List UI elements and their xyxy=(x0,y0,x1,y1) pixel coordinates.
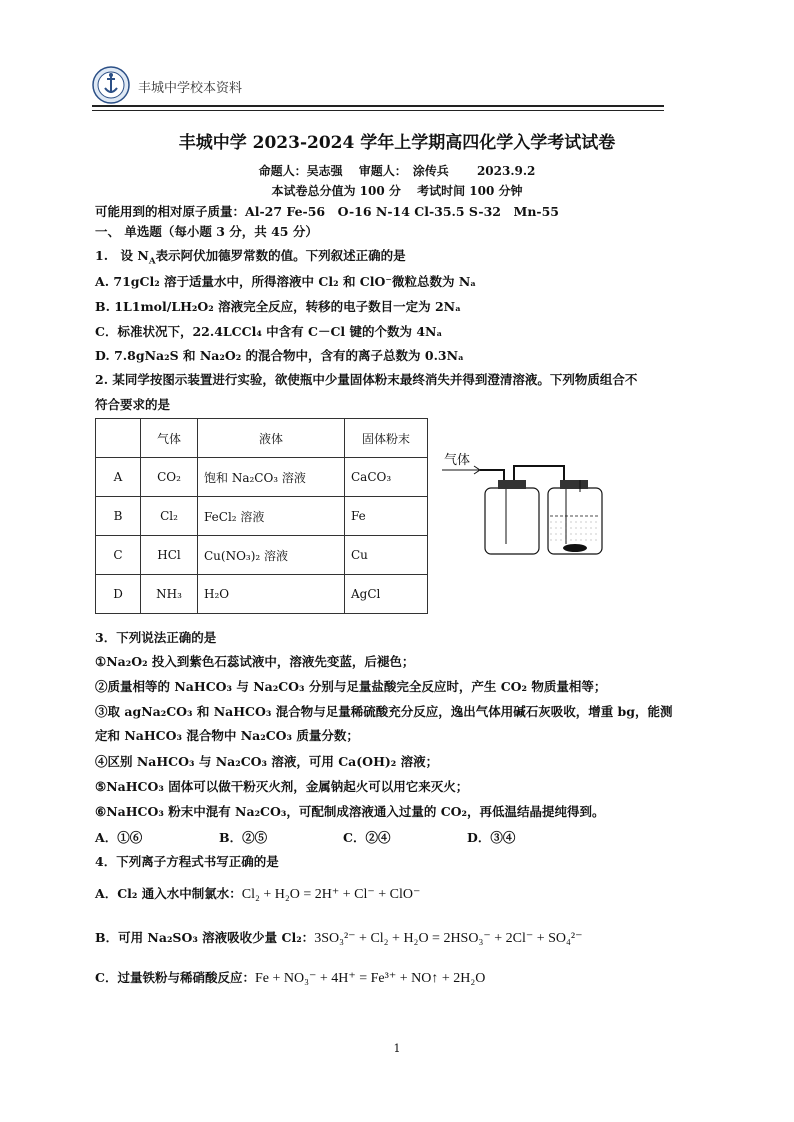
table-row xyxy=(96,575,428,614)
exam-info: 本试卷总分值为 100 分 考试时间 100 分钟 xyxy=(271,184,523,198)
page-number: 1 xyxy=(393,1042,401,1055)
table-header-cell xyxy=(96,419,141,458)
table-cell: AgCl xyxy=(345,575,428,614)
table-cell: 饱和 Na₂CO₃ 溶液 xyxy=(198,458,345,497)
table-cell: HCl xyxy=(141,536,198,575)
table-cell: FeCl₂ 溶液 xyxy=(198,497,345,536)
q4-option-a xyxy=(95,884,420,903)
q4-option-a-equation: Cl₂ + H₂O = 2H⁺ + Cl⁻ + ClO⁻ xyxy=(241,887,421,902)
q4-option-b xyxy=(95,928,583,947)
table-cell: D xyxy=(96,575,141,614)
q3-statement-2: ②质量相等的 NaHCO₃ 与 Na₂CO₃ 分别与足量盐酸完全反应时，产生 CO₂ 物质量相等； xyxy=(95,679,607,694)
table-cell: CaCO₃ xyxy=(345,458,428,497)
q3-choice-c: C．②④ xyxy=(343,830,391,845)
school-label: 丰城中学校本资料 xyxy=(138,81,243,96)
q1-option-b: B. 1L1mol/LH₂O₂ 溶液完全反应，转移的电子数目一定为 2Nₐ xyxy=(95,299,461,314)
table-cell: NH₃ xyxy=(141,575,198,614)
q3-stem: 3．下列说法正确的是 xyxy=(95,630,217,645)
exam-title: 丰城中学 2023-2024 学年上学期高四化学入学考试试卷 xyxy=(178,133,616,153)
q1-stem: 1. 设 $N_A$表示阿伏加德罗常数的值。下列叙述正确的是 xyxy=(95,248,406,267)
table-cell: B xyxy=(96,497,141,536)
table-cell: Cu(NO₃)₂ 溶液 xyxy=(198,536,345,575)
q3-statement-3b: 定和 NaHCO₃ 混合物中 Na₂CO₃ 质量分数； xyxy=(95,728,359,743)
table-header-cell: 液体 xyxy=(198,419,345,458)
table-header-row xyxy=(96,419,428,458)
table-header-cell: 气体 xyxy=(141,419,198,458)
table-cell: Cu xyxy=(345,536,428,575)
table-cell: H₂O xyxy=(198,575,345,614)
q3-statement-1: ①Na₂O₂ 投入到紫色石蕊试液中，溶液先变蓝，后褪色； xyxy=(95,654,415,669)
q3-choices xyxy=(95,828,591,846)
table-row xyxy=(96,458,428,497)
q4-option-b-equation: 3SO₃²⁻ + Cl₂ + H₂O = 2HSO₃⁻ + 2Cl⁻ + SO₄²⁻ xyxy=(314,931,583,946)
q3-choice-d: D．③④ xyxy=(467,830,516,845)
table-cell: Cl₂ xyxy=(141,497,198,536)
q4-stem: 4．下列离子方程式书写正确的是 xyxy=(95,854,279,869)
q1-option-a: A. 71gCl₂ 溶于适量水中，所得溶液中 Cl₂ 和 ClO⁻微粒总数为 Nₐ xyxy=(95,274,477,289)
table-row xyxy=(96,497,428,536)
q4-option-b-label: B．可用 Na₂SO₃ 溶液吸收少量 Cl₂： xyxy=(95,930,315,945)
table-cell: Fe xyxy=(345,497,428,536)
exam-authors: 命题人：吴志强 审题人： 涂传兵 2023.9.2 xyxy=(258,164,536,178)
school-logo-icon xyxy=(92,66,130,104)
q4-option-a-label: A．Cl₂ 通入水中制氯水： xyxy=(95,886,242,901)
table-row xyxy=(96,536,428,575)
q3-statement-5: ⑤NaHCO₃ 固体可以做干粉灭火剂，金属钠起火可以用它来灭火； xyxy=(95,779,469,794)
q3-statement-6: ⑥NaHCO₃ 粉末中混有 Na₂CO₃，可配制成溶液通入过量的 CO₂，再低温结晶提纯得到。 xyxy=(95,804,605,819)
page-header xyxy=(92,62,664,112)
table-cell: C xyxy=(96,536,141,575)
q3-statement-4: ④区别 NaHCO₃ 与 Na₂CO₃ 溶液，可用 Ca(OH)₂ 溶液； xyxy=(95,754,439,769)
q2-stem-line1: 2. 某同学按图示装置进行实验，欲使瓶中少量固体粉末最终消失并得到澄清溶液。下列物质组合不 xyxy=(95,372,638,387)
q1-option-c: C．标准状况下，22.4LCCl₄ 中含有 C－Cl 键的个数为 4Nₐ xyxy=(95,324,443,339)
q1-option-d: D. 7.8gNa₂S 和 Na₂O₂ 的混合物中，含有的离子总数为 0.3Nₐ xyxy=(95,348,464,363)
section-heading: 一、 单选题（每小题 3 分，共 45 分） xyxy=(95,224,318,239)
table-cell: A xyxy=(96,458,141,497)
q3-statement-3a: ③取 agNa₂CO₃ 和 NaHCO₃ 混合物与足量稀硫酸充分反应，逸出气体用碱石灰吸收，增重 bg，能测 xyxy=(95,704,673,719)
q3-choice-a: A．①⑥ xyxy=(95,830,143,845)
q2-stem-line2: 符合要求的是 xyxy=(95,397,171,412)
header-rule-thin xyxy=(92,110,664,111)
q4-option-c-label: C．过量铁粉与稀硝酸反应： xyxy=(95,970,255,985)
q4-option-c xyxy=(95,968,485,987)
q2-options-table xyxy=(95,418,428,614)
atomic-masses: 可能用到的相对原子质量：Al-27 Fe-56 O-16 N-14 Cl-35.5 S-32 Mn-55 xyxy=(95,204,560,219)
apparatus-gas-label: 气体 xyxy=(444,453,471,468)
header-rule xyxy=(92,105,664,107)
gas-bottle-apparatus-diagram xyxy=(440,448,610,558)
q4-option-c-equation: Fe + NO₃⁻ + 4H⁺ = Fe³⁺ + NO↑ + 2H₂O xyxy=(254,971,486,986)
q3-choice-b: B．②⑤ xyxy=(219,830,268,845)
table-header-cell: 固体粉末 xyxy=(345,419,428,458)
table-cell: CO₂ xyxy=(141,458,198,497)
